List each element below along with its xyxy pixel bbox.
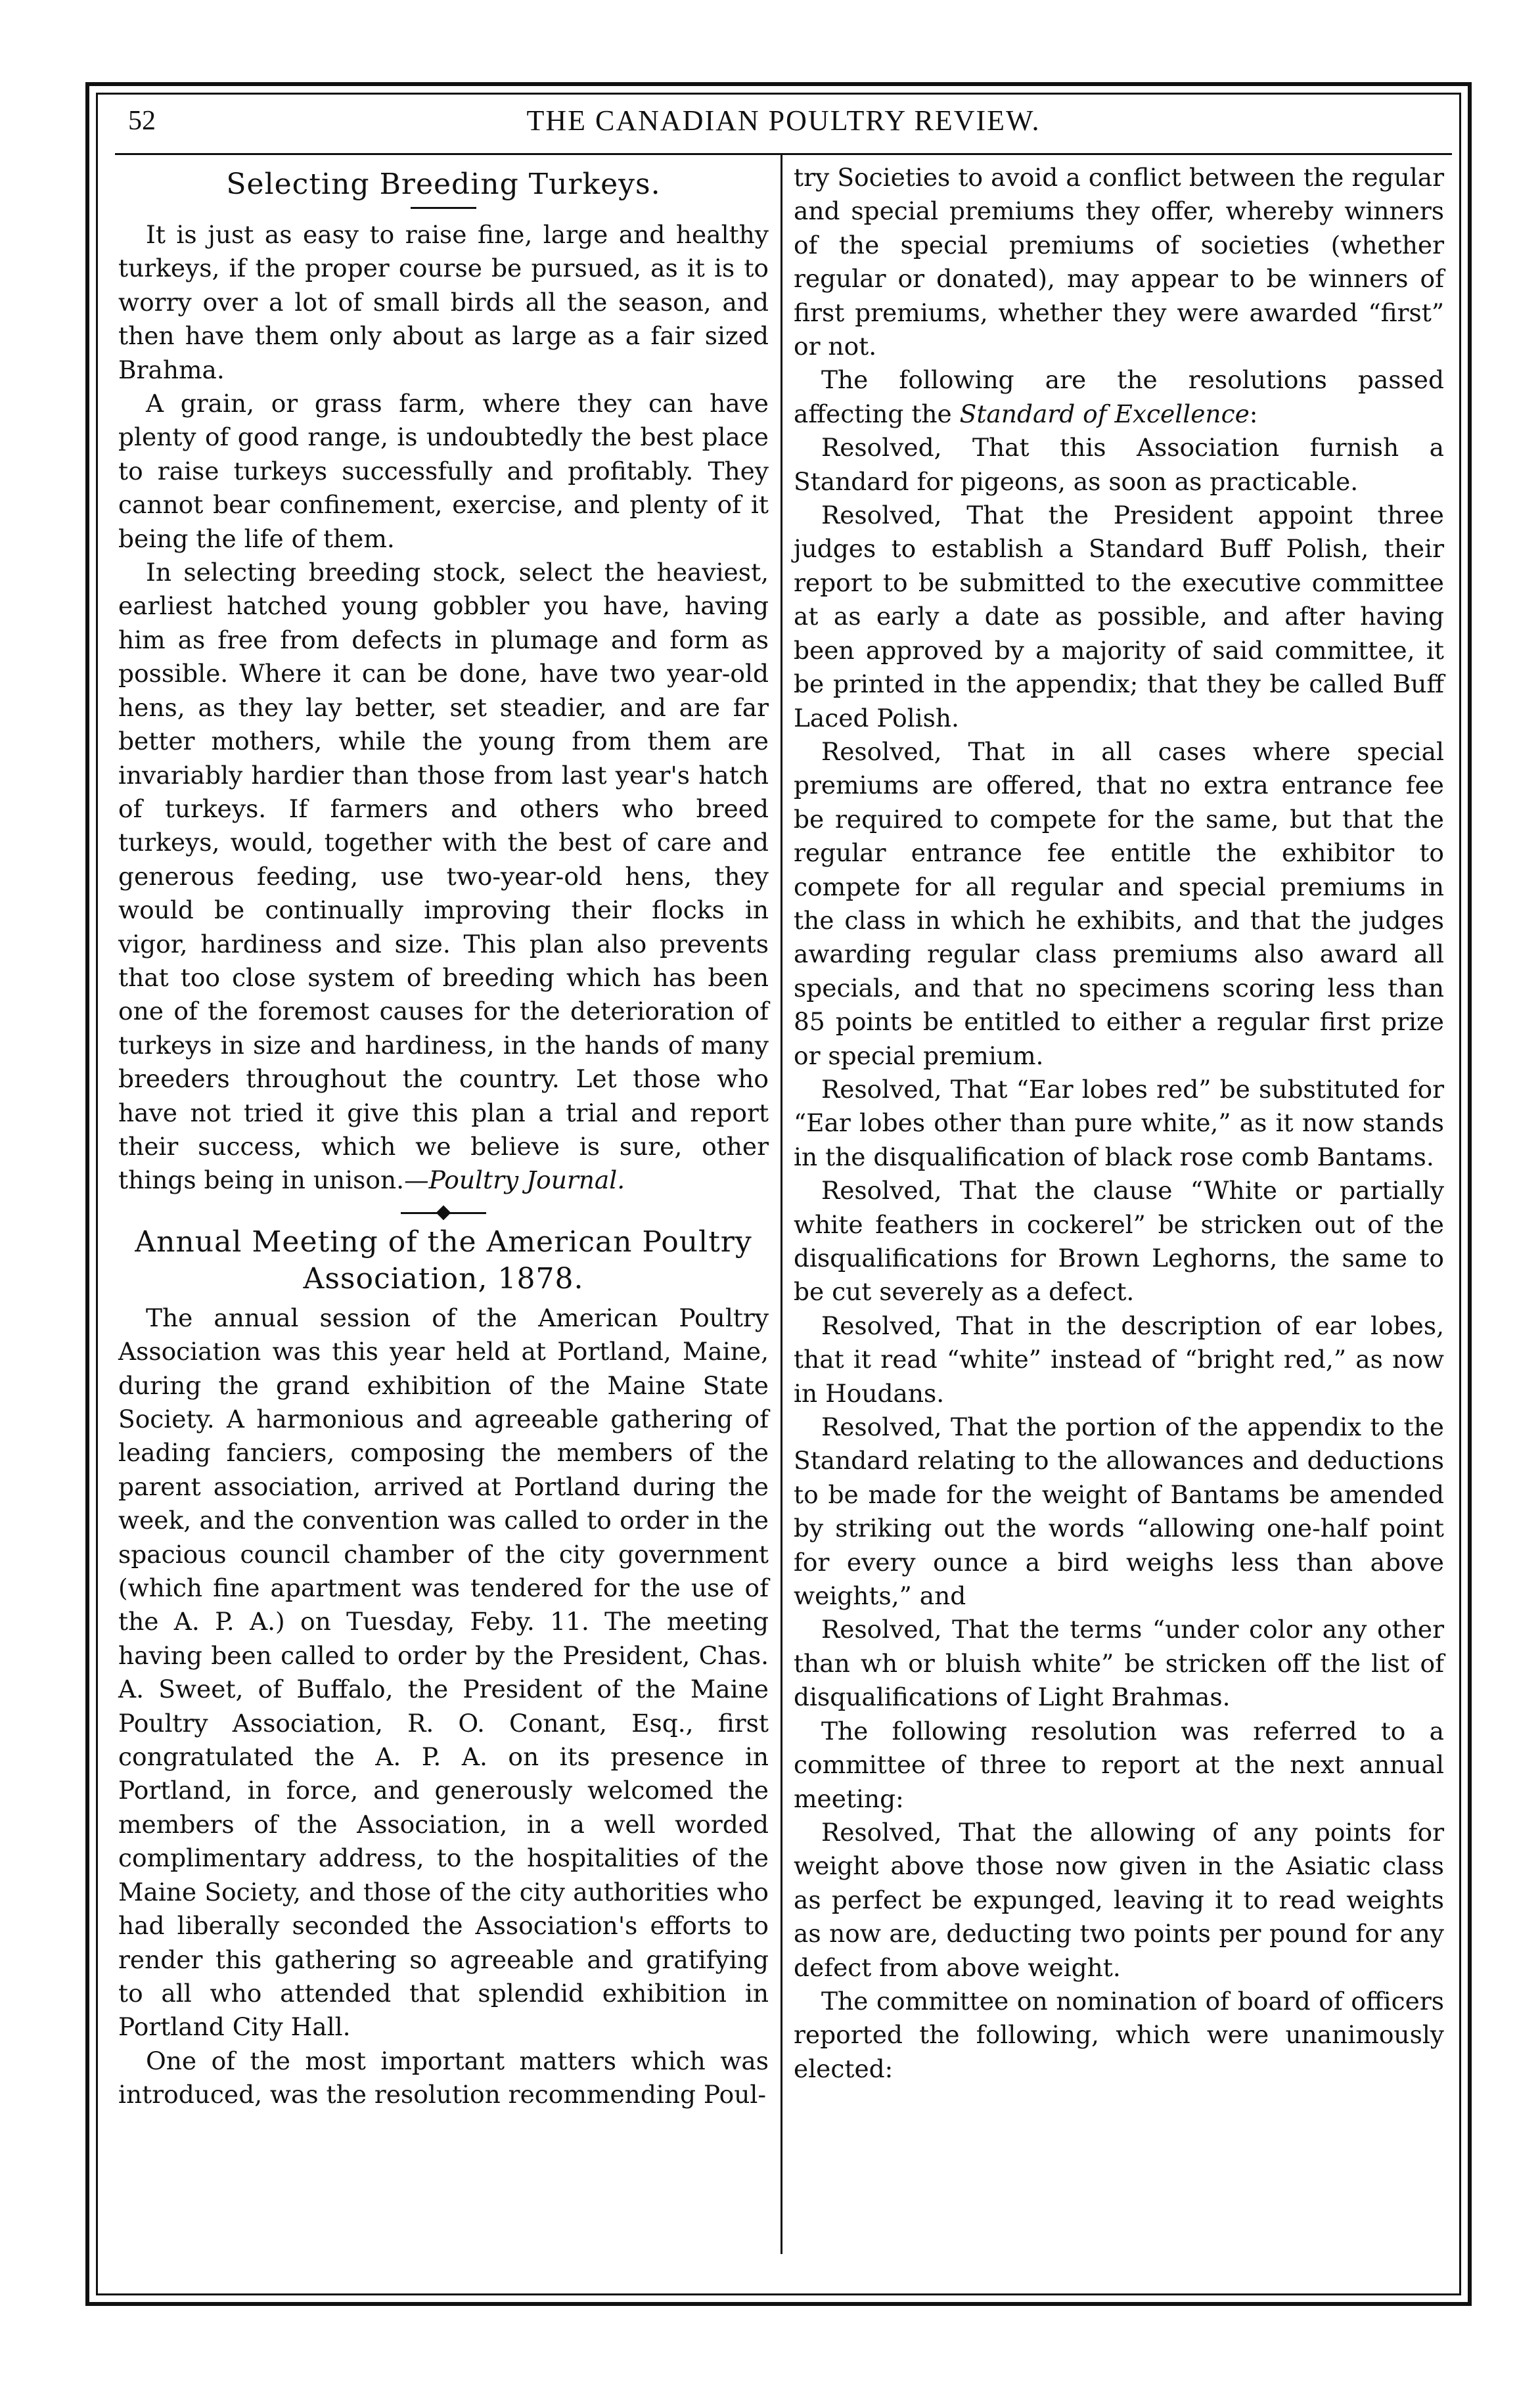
page-number: 52 [128,106,156,136]
section-ornament [118,1207,769,1219]
header-rule [115,153,1452,155]
paragraph: It is just as easy to raise fine, large and healthy turkeys, if the proper course be pursued, as it is to worry over a lot of small birds all the season, and then have them only about as large as a fair sized Brahma. [118,220,769,384]
paragraph: The annual session of the American Poultry Association was this year held at Portland, Maine, during the grand exhibition of the Maine State Society. A harmonious and agreeable gathering of leading fanciers, composing the members of the parent association, arrived at Portland during the week, and the convention was called to order in the spacious council chamber of the city government (which fine apartment was tendered for the use of the A. P. A.) on Tuesday, Feby. 11. The meeting having been called to order by the President, Chas. A. Sweet, of Buffalo, the President of the Maine Poultry Association, R. O. Conant, Esq., first congratulated the A. P. A. on its presence in Portland, in force, and generously welcomed the members of the Association, in a well worded complimentary address, to the hospitalities of the Maine Society, and those of the city authorities who had liberally seconded the Association's efforts to render this gathering so agreeable and gratifying to all who attended that splendid exhibition in Portland City Hall. [118,1303,769,2042]
source-credit: —Poultry Journal. [404,1165,625,1195]
standard-title: Standard of Excellence [959,399,1250,428]
page-header [115,99,1452,151]
paragraph-text: The following are the resolutions passed affecting the [794,365,1444,428]
paragraph: Resolved, That this Association furnish a Standard for pigeons, as soon as practicable. [794,433,1444,496]
paragraph: Resolved, That in all cases where special premiums are offered, that no extra entrance fee be required to compete for the same, but that the regular entrance fee entitle the exhibitor to compete for all regular and special premiums in the class in which he exhibits, and that the judges awarding regular class premiums also award all specials, and that no specimens scoring less than 85 points be entitled to either a regular first prize or special premium. [794,736,1444,1070]
paragraph: Resolved, That the allowing of any points for weight above those now given in the Asiatic class as perfect be expunged, leaving it to read weights as now are, deducting two points per pound for any defect from above weight. [794,1817,1444,1982]
paragraph: The following are the resolutions passed affecting the Standard of Excellence: [794,365,1444,428]
left-column [118,161,769,2112]
paragraph: The committee on nomination of board of officers reported the following, which were unanimously elected: [794,1986,1444,2083]
paragraph: Resolved, That the clause “White or partially white feathers in cockerel” be stricken out of the disqualifications for Brown Leghorns, the same to be cut severely as a defect. [794,1176,1444,1307]
paragraph: Resolved, That the terms “under color any other than wh or bluish white” be stricken off the list of disqualifications of Light Brahmas. [794,1615,1444,1712]
right-column [794,161,1444,2086]
paragraph: Resolved, That “Ear lobes red” be substituted for “Ear lobes other than pure white,” as it now stands in the disqualification of black rose comb Bantams. [794,1074,1444,1171]
article-title-turkeys: Selecting Breeding Turkeys. [226,168,661,201]
paragraph: The following resolution was referred to a committee of three to report at the next annual meeting: [794,1716,1444,1813]
column-rule [781,155,782,2254]
paragraph: One of the most important matters which was introduced, was the resolution recommending Poul- [118,2046,769,2110]
paragraph: A grain, or grass farm, where they can have plenty of good range, is undoubtedly the best place to raise turkeys successfully and profitably. They cannot bear confinement, exercise, and plenty of it being the life of them. [118,389,769,553]
paragraph: Resolved, That the President appoint three judges to establish a Standard Buff Polish, their report to be submitted to the executive committee at as early a date as possible, and after having been approved by a majority of said committee, it be printed in the appendix; that they be called Buff Laced Polish. [794,501,1444,733]
paragraph: try Societies to avoid a conflict between the regular and special premiums they offer, whereby winners of the special premiums of societies (whether regular or donated), may appear to be winners of first premiums, whether they were awarded “first” or not. [794,163,1444,361]
running-head: THE CANADIAN POULTRY REVIEW. [526,104,1041,137]
paragraph-text: In selecting breeding stock, select the heaviest, earliest hatched young gobbler you have, having him as free from defects in plumage and form as possible. Where it can be done, have two year-old hens, as they lay better, set steadier, and are far better mothers, while the young from them are invariably hardier than those from last year's hatch of turkeys. If farmers and others who breed turkeys, would, together with the best of care and generous feeding, use two-year-old hens, they would be continually improving their flocks in vigor, hardiness and size. This plan also prevents that too close system of breeding which has been one of the foremost causes for the deterioration of turkeys in size and hardiness, in the hands of many breeders throughout the country. Let those who have not tried it give this plan a trial and report their success, which we believe is sure, other things being in unison. [118,558,769,1195]
paragraph: Resolved, That in the description of ear lobes, that it read “white” instead of “bright red,” as now in Houdans. [794,1311,1444,1408]
paragraph: Resolved, That the portion of the appendix to the Standard relating to the allowances and deductions to be made for the weight of Bantams be amended by striking out the words “allowing one-half point for every ounce a bird weighs less than above weights,” and [794,1412,1444,1611]
title-rule [411,207,476,209]
article-title-apa-meeting: Annual Meeting of the American Poultry Association, 1878. [135,1225,752,1296]
paragraph [118,556,769,1198]
